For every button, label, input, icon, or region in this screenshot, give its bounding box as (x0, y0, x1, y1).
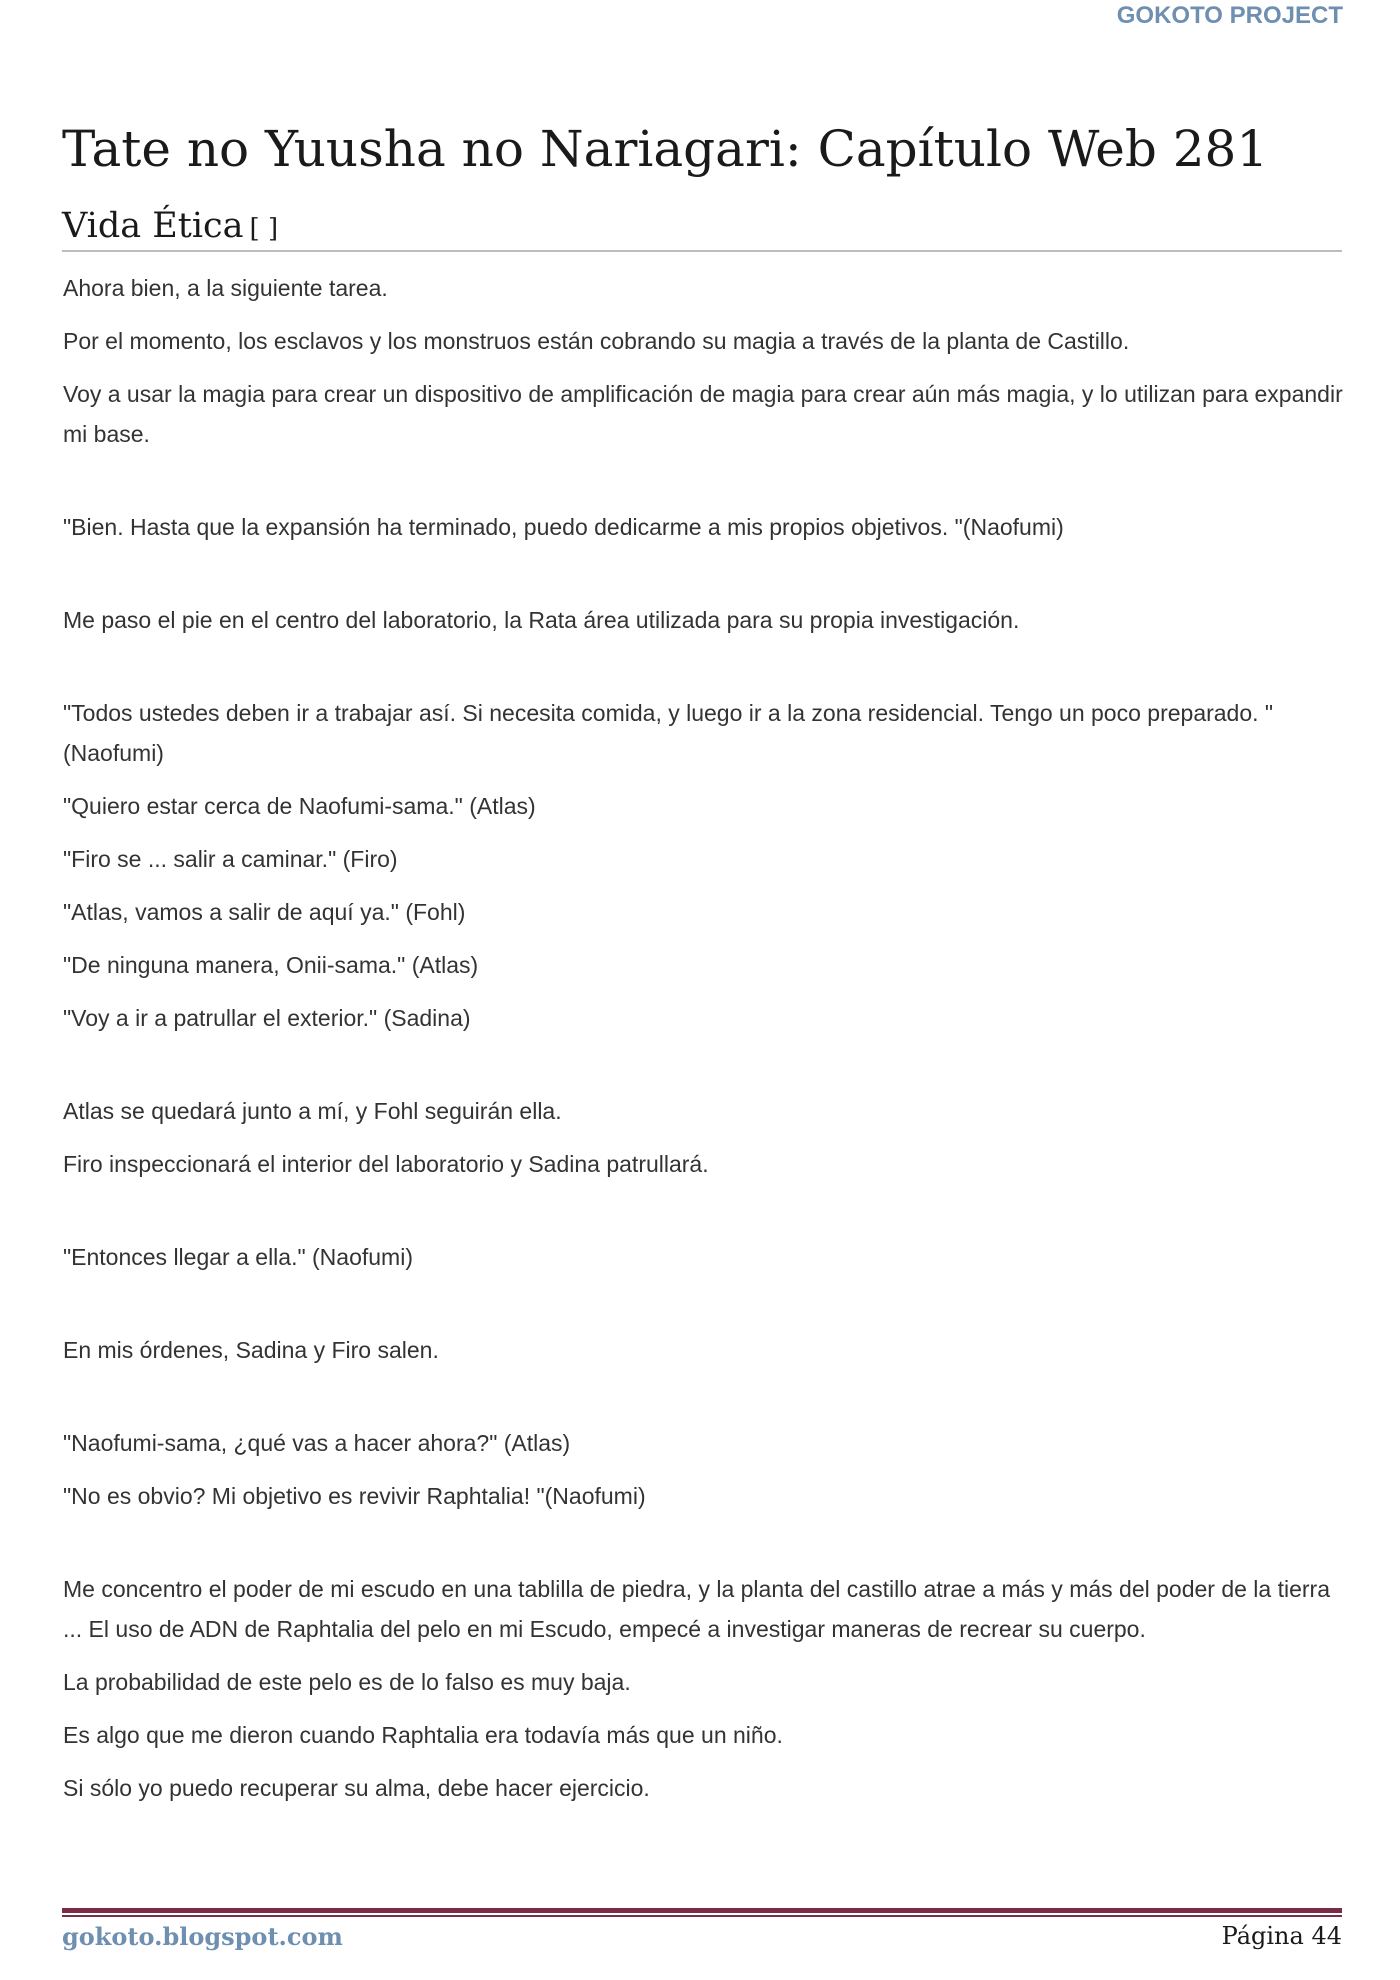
paragraph: Firo inspeccionará el interior del laboratorio y Sadina patrullará. (63, 1151, 709, 1177)
footer-page-number: Página 44 (1221, 1922, 1342, 1950)
subtitle-bracket: [ ] (249, 214, 279, 244)
paragraph: "Entonces llegar a ella." (Naofumi) (63, 1244, 413, 1270)
paragraph: "De ninguna manera, Onii-sama." (Atlas) (63, 952, 479, 978)
paragraph: Si sólo yo puedo recuperar su alma, debe hacer ejercicio. (63, 1775, 650, 1801)
paragraph: La probabilidad de este pelo es de lo falso es muy baja. (63, 1669, 631, 1695)
paragraph: Ahora bien, a la siguiente tarea. (63, 275, 388, 301)
chapter-body (63, 268, 1343, 1808)
footer-divider-thin (62, 1915, 1342, 1917)
paragraph: Es algo que me dieron cuando Raphtalia era todavía más que un niño. (63, 1722, 783, 1748)
paragraph: En mis órdenes, Sadina y Firo salen. (63, 1337, 439, 1363)
header-brand: GOKOTO PROJECT (1116, 2, 1343, 29)
paragraph: Voy a usar la magia para crear un dispositivo de amplificación de magia para crear aún más magia, y lo utilizan para expandir mi base. (63, 381, 1343, 447)
paragraph: "Quiero estar cerca de Naofumi-sama." (Atlas) (63, 793, 536, 819)
paragraph: "No es obvio? Mi objetivo es revivir Raphtalia! "(Naofumi) (63, 1483, 646, 1509)
paragraph: "Firo se ... salir a caminar." (Firo) (63, 846, 398, 872)
paragraph: "Naofumi-sama, ¿qué vas a hacer ahora?" (Atlas) (63, 1430, 571, 1456)
paragraph: Por el momento, los esclavos y los monstruos están cobrando su magia a través de la planta de Castillo. (63, 328, 1130, 354)
paragraph: "Atlas, vamos a salir de aquí ya." (Fohl) (63, 899, 466, 925)
footer-divider-thick (62, 1908, 1342, 1913)
paragraph: Me concentro el poder de mi escudo en una tablilla de piedra, y la planta del castillo atrae a más y más del poder de la tierra ... El uso de ADN de Raphtalia del pelo en mi Escudo, empecé a investigar maneras de recrear su cuerpo. (63, 1576, 1330, 1642)
paragraph: "Voy a ir a patrullar el exterior." (Sadina) (63, 1005, 471, 1031)
subtitle-text: Vida Ética (62, 206, 244, 246)
chapter-title: Tate no Yuusha no Nariagari: Capítulo Web 281 (62, 120, 1269, 178)
paragraph: Me paso el pie en el centro del laboratorio, la Rata área utilizada para su propia investigación. (63, 607, 1020, 633)
footer-divider (62, 1908, 1342, 1918)
paragraph: "Bien. Hasta que la expansión ha terminado, puedo dedicarme a mis propios objetivos. "(Naofumi) (63, 514, 1064, 540)
paragraph: Atlas se quedará junto a mí, y Fohl seguirán ella. (63, 1098, 562, 1124)
paragraph: "Todos ustedes deben ir a trabajar así. Si necesita comida, y luego ir a la zona residencial. Tengo un poco preparado. "(Naofumi) (63, 700, 1274, 766)
footer-site-url: gokoto.blogspot.com (62, 1922, 343, 1951)
subtitle-section (62, 206, 1342, 252)
chapter-subtitle (62, 206, 278, 246)
